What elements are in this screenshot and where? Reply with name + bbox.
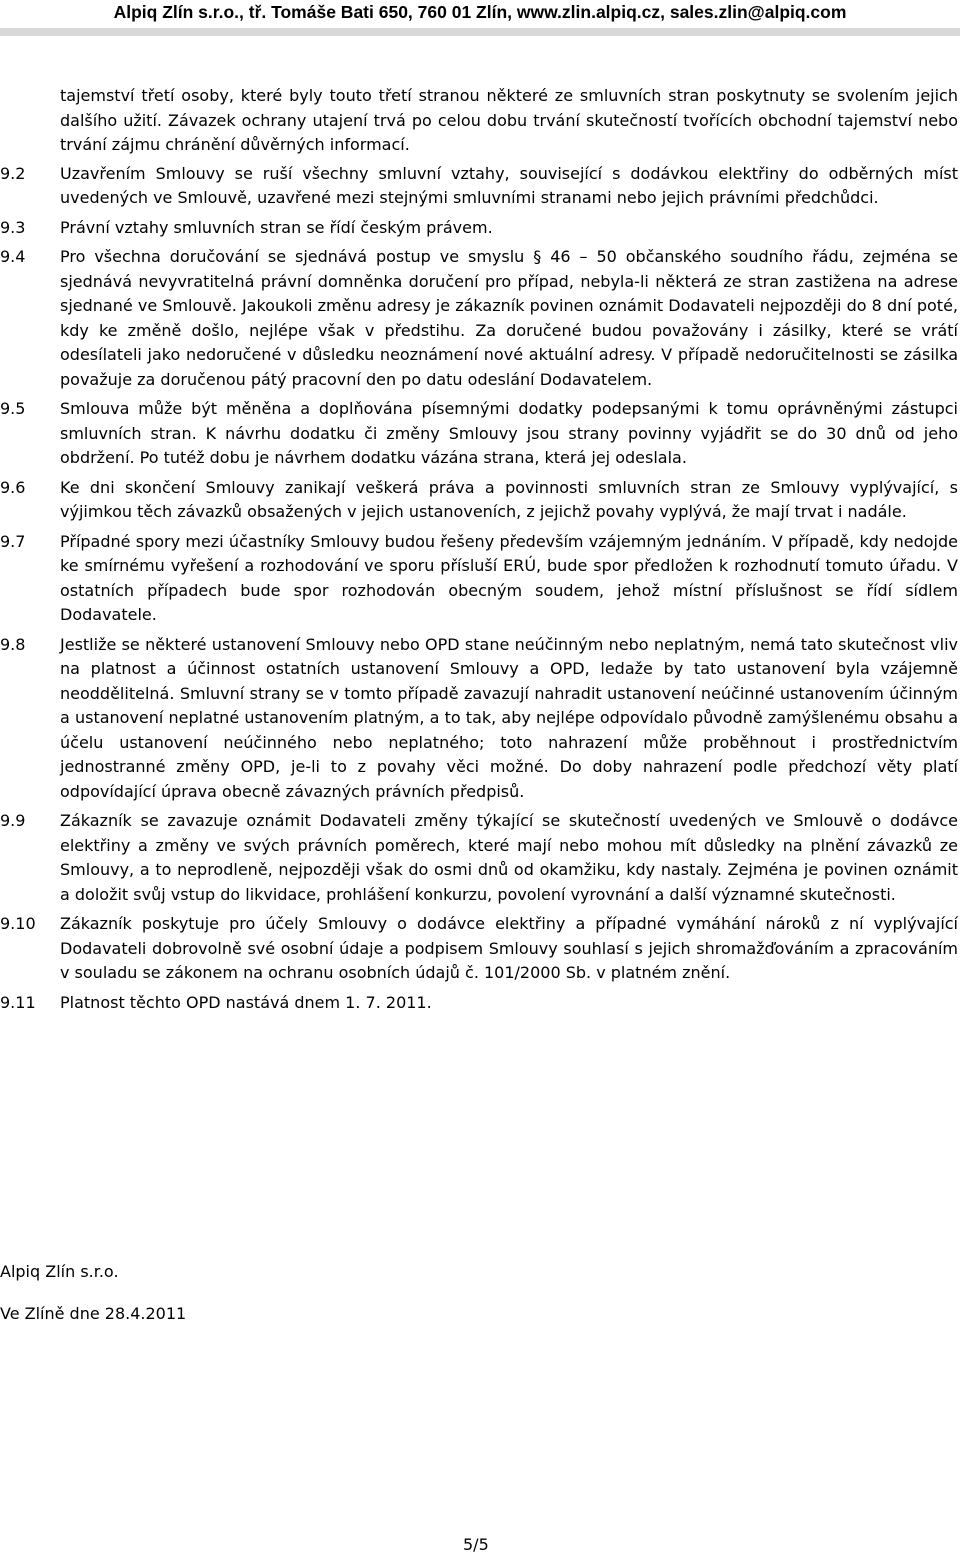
section-item	[0, 397, 958, 471]
sections-list	[0, 162, 958, 1016]
section-item	[0, 476, 958, 525]
section-number: 9.8	[0, 634, 26, 654]
section-text: Právní vztahy smluvních stran se řídí českým právem.	[60, 217, 493, 237]
section-item	[0, 633, 958, 805]
section-number: 9.11	[0, 992, 36, 1012]
section-number: 9.4	[0, 247, 26, 266]
section-number: 9.3	[0, 217, 26, 237]
section-text: Ke dni skončení Smlouvy zanikají veškerá práva a povinnosti smluvních stran ze Smlouvy vyplývající, s výjimkou těch závazků obsažených v jejich ustanoveních, z jejichž povahy vyplývá, že mají trvat i nadále.	[60, 477, 958, 521]
section-item	[0, 809, 958, 907]
section-text: Jestliže se některé ustanovení Smlouvy nebo OPD stane neúčinným nebo neplatným, nemá tato skutečnost vliv na platnost a účinnost ostatních ustanovení Smlouvy a OPD, ledaže by tato ustanovení byla vzájemně neoddělitelná. Smluvní strany se v tomto případě zavazují nahradit ustanovení neúčinné ustanovením účinným a ustanovení neplatné ustanovením platným, a to tak, aby nejlépe odpovídalo původně zamýšlenému obsahu a účelu ustanovení neúčinného nebo neplatného; toto nahrazení může proběhnout i prostřednictvím jednostranné změny OPD, je-li to z povahy věci možné. Do doby nahrazení podle předchozí věty platí odpovídající úprava obecně závazných právních předpisů.	[60, 634, 958, 801]
section-text: Platnost těchto OPD nastává dnem 1. 7. 2011.	[60, 992, 432, 1012]
section-number: 9.6	[0, 477, 26, 497]
section-text: Případné spory mezi účastníky Smlouvy budou řešeny především vzájemným jednáním. V případě, kdy nedojde ke smírnému vyřešení a rozhodování ve sporu přísluší ERÚ, bude spor předložen k rozhodnutí tomuto úřadu. V ostatních případech bude spor rozhodován obecným soudem, jehož místní příslušnost se řídí sídlem Dodavatele.	[60, 531, 958, 624]
section-text: Zákazník se zavazuje oznámit Dodavateli změny týkající se skutečností uvedených ve Smlouvě o dodávce elektřiny a změny ve svých právních poměrech, které mají nebo mohou mít důsledky na plnění závazků ze Smlouvy, a to neprodleně, nejpozději však do osmi dnů od okamžiku, kdy nastaly. Zejména je povinen oznámit a doložit svůj vstup do likvidace, prohlášení konkurzu, povolení vyrovnání a další významné skutečnosti.	[60, 811, 958, 904]
company-name: Alpiq Zlín s.r.o.	[0, 1262, 119, 1281]
section-number: 9.2	[0, 163, 26, 183]
document-body	[0, 84, 958, 1020]
section-item	[0, 216, 958, 241]
signing-date: Ve Zlíně dne 28.4.2011	[0, 1304, 187, 1323]
section-item	[0, 245, 958, 392]
page-number: 5/5	[463, 1535, 489, 1554]
section-item	[0, 912, 958, 986]
letterhead-contact: Alpiq Zlín s.r.o., tř. Tomáše Bati 650, 760 01 Zlín, www.zlin.alpiq.cz, sales.zlin@alpiq.com	[0, 0, 960, 28]
section-item	[0, 162, 958, 211]
section-text: Smlouva může být měněna a doplňována písemnými dodatky podepsanými k tomu oprávněnými zástupci smluvních stran. K návrhu dodatku či změny Smlouvy jsou strany povinny vyjádřit se do 30 dnů od jeho obdržení. Po tutéž dobu je návrhem dodatku vázána strana, která jej odeslala.	[60, 399, 958, 467]
section-number: 9.9	[0, 811, 26, 830]
intro-paragraph: tajemství třetí osoby, které byly touto třetí stranou některé ze smluvních stran poskytnuty se svolením jejich dalšího užití. Závazek ochrany utajení trvá po celou dobu trvání skutečností tvořících obchodní tajemství nebo trvání zájmu chránění důvěrných informací.	[60, 86, 958, 154]
section-item	[0, 991, 958, 1016]
section-text: Uzavřením Smlouvy se ruší všechny smluvní vztahy, související s dodávkou elektřiny do odběrných míst uvedených ve Smlouvě, uzavřené mezi stejnými smluvními stranami nebo jejich právními předchůdci.	[60, 163, 958, 207]
section-number: 9.7	[0, 531, 26, 551]
section-text: Pro všechna doručování se sjednává postup ve smyslu § 46 – 50 občanského soudního řádu, zejména se sjednává nevyvratitelná právní domněnka doručení pro případ, nebyla-li některá ze stran zastižena na adrese sjednané ve Smlouvě. Jakoukoli změnu adresy je zákazník povinen oznámit Dodavateli nejpozději do 8 dní poté, kdy ke změně došlo, nejlépe však v předstihu. Za doručené budou považovány i zásilky, které se vrátí odesílateli jako nedoručené v důsledku neoznámení nové aktuální adresy. V případě nedoručitelnosti se zásilka považuje za doručenou pátý pracovní den po datu odeslání Dodavatelem.	[60, 247, 958, 389]
section-text: Zákazník poskytuje pro účely Smlouvy o dodávce elektřiny a případné vymáhání nároků z ní vyplývající Dodavateli dobrovolně své osobní údaje a podpisem Smlouvy souhlasí s jejich shromažďováním a zpracováním v souladu se zákonem na ochranu osobních údajů č. 101/2000 Sb. v platném znění.	[60, 914, 958, 982]
section-item	[0, 530, 958, 628]
section-number: 9.10	[0, 914, 36, 933]
section-number: 9.5	[0, 399, 26, 418]
